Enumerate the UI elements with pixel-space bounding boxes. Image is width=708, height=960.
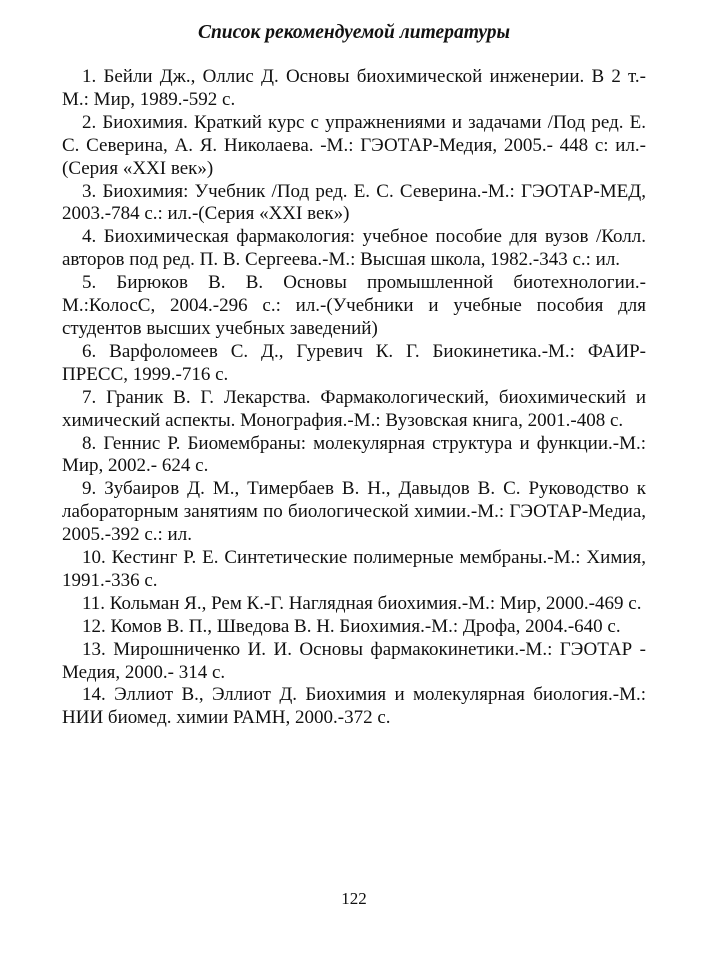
page-content: [62, 20, 646, 730]
reference-item: 6. Варфоломеев С. Д., Гуревич К. Г. Биокинетика.-М.: ФАИР-ПРЕСС, 1999.-716 с.: [62, 340, 646, 385]
reference-item: 3. Биохимия: Учебник /Под ред. Е. С. Северина.-М.: ГЭОТАР-МЕД, 2003.-784 с.: ил.-(Серия «XXI век»): [62, 180, 646, 225]
reference-item: 10. Кестинг Р. Е. Синтетические полимерные мембраны.-М.: Химия, 1991.-336 с.: [62, 547, 646, 591]
page-number: 122: [341, 889, 367, 908]
reference-list: [62, 66, 646, 730]
page-title: Список рекомендуемой литературы: [197, 22, 511, 43]
reference-item: 1. Бейли Дж., Оллис Д. Основы биохимической инженерии. В 2 т.- М.: Мир, 1989.-592 с.: [62, 66, 646, 110]
reference-item: 5. Бирюков В. В. Основы промышленной биотехнологии.- М.:КолосС, 2004.-296 с.: ил.-(Учебники и учебные пособия для студентов высших учебных заведений): [62, 272, 646, 339]
reference-item: 4. Биохимическая фармакология: учебное пособие для вузов /Колл. авторов под ред. П. В. Сергеева.-М.: Высшая школа, 1982.-343 с.: ил.: [62, 226, 646, 271]
reference-item: 11. Кольман Я., Рем К.-Г. Наглядная биохимия.-М.: Мир, 2000.-469 с.: [82, 592, 642, 614]
reference-item: 7. Граник В. Г. Лекарства. Фармакологический, биохимический и химический аспекты. Монография.-М.: Вузовская книга, 2001.-408 с.: [62, 386, 646, 431]
reference-item: 8. Геннис Р. Биомембраны: молекулярная структура и функции.-М.: Мир, 2002.- 624 с.: [62, 432, 646, 477]
reference-item: 14. Эллиот В., Эллиот Д. Биохимия и молекулярная биология.-М.: НИИ биомед. химии РАМН, 2000.-372 с.: [62, 684, 646, 729]
reference-item: 9. Зубаиров Д. М., Тимербаев В. Н., Давыдов В. С. Руководство к лабораторным занятиям по биологической химии.-М.: ГЭОТАР-Медиа, 2005.-392 с.: ил.: [62, 478, 646, 546]
reference-item: 2. Биохимия. Краткий курс с упражнениями и задачами /Под ред. Е. С. Северина, А. Я. Николаева. -М.: ГЭОТАР-Медия, 2005.- 448 с: ил.- (Серия «XXI век»): [62, 111, 646, 179]
reference-item: 12. Комов В. П., Шведова В. Н. Биохимия.-М.: Дрофа, 2004.-640 с.: [82, 615, 621, 637]
reference-item: 13. Мирошниченко И. И. Основы фармакокинетики.-М.: ГЭОТАР - Медия, 2000.- 314 с.: [62, 638, 646, 683]
